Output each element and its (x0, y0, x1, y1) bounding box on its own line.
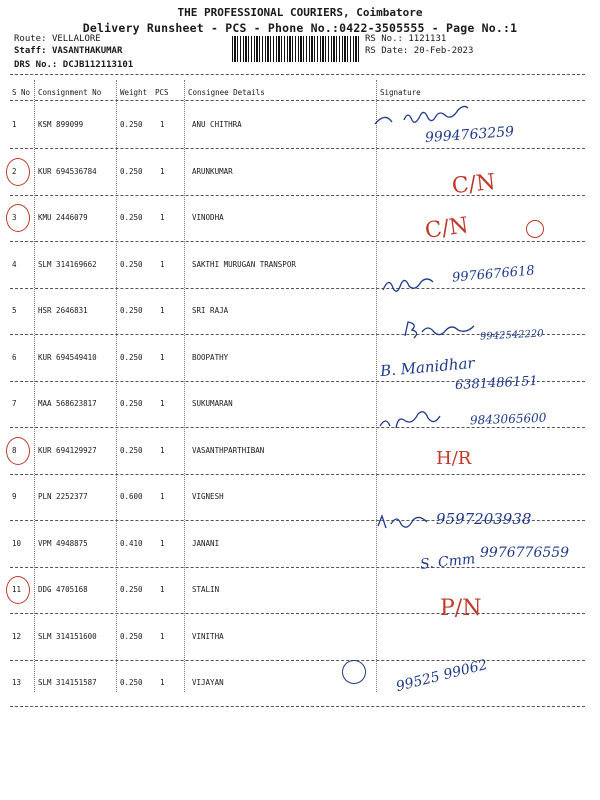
row-sno: 2 (12, 167, 17, 176)
col-header-signature: Signature (380, 88, 421, 97)
row-weight: 0.250 (120, 213, 143, 222)
handwritten-mark (342, 660, 366, 684)
column-divider (34, 80, 35, 692)
runsheet-title: Delivery Runsheet - PCS - Phone No.:0422-3505555 - Page No.:1 (82, 21, 518, 35)
row-consignment-no: KUR 694549410 (38, 353, 97, 362)
staff-value: VASANTHAKUMAR (51, 46, 123, 56)
rs-no-label: RS No.: (365, 34, 403, 44)
top-divider (10, 74, 585, 75)
handwritten-phone: 9843065600 (469, 410, 547, 428)
row-divider (10, 288, 585, 289)
row-circle-mark (6, 158, 30, 186)
row-divider (10, 567, 585, 568)
row-pcs: 1 (160, 539, 165, 548)
route-line (14, 34, 101, 44)
row-pcs: 1 (160, 213, 165, 222)
row-consignee: VINITHA (192, 632, 224, 641)
col-header-details: Consignee Details (188, 88, 265, 97)
handwritten-name: B. Manidhar (379, 353, 476, 381)
row-consignment-no: KUR 694536784 (38, 167, 97, 176)
signature-scribble (376, 408, 466, 432)
row-consignment-no: KSM 899099 (38, 120, 84, 129)
handwritten-phone: 6381486151 (454, 373, 539, 394)
drs-value: DCJB112113101 (62, 60, 134, 70)
route-value: VELLALORE (51, 34, 101, 44)
column-divider (116, 80, 117, 692)
row-weight: 0.250 (120, 260, 143, 269)
row-weight: 0.250 (120, 446, 143, 455)
row-weight: 0.250 (120, 632, 143, 641)
handwritten-phone: 9597203938 (436, 510, 532, 528)
row-weight: 0.250 (120, 678, 143, 687)
staff-label: Staff: (14, 46, 47, 56)
row-pcs: 1 (160, 399, 165, 408)
row-weight: 0.250 (120, 585, 143, 594)
header-divider (10, 100, 585, 101)
row-pcs: 1 (160, 492, 165, 501)
row-pcs: 1 (160, 585, 165, 594)
row-weight: 0.410 (120, 539, 143, 548)
handwritten-note: C/N (423, 213, 471, 244)
row-consignment-no: SLM 314151600 (38, 632, 97, 641)
row-consignee: VASANTHPARTHIBAN (192, 446, 265, 455)
row-consignment-no: PLN 2252377 (38, 492, 88, 501)
rs-date-line (365, 46, 473, 56)
column-divider (376, 80, 377, 692)
row-sno: 12 (12, 632, 22, 641)
row-divider (10, 613, 585, 614)
row-sno: 11 (12, 585, 22, 594)
row-sno: 8 (12, 446, 17, 455)
rs-date-label: RS Date: (365, 46, 409, 56)
row-weight: 0.600 (120, 492, 143, 501)
barcode (232, 36, 360, 62)
handwritten-note: C/N (450, 169, 497, 200)
row-sno: 5 (12, 306, 17, 315)
row-divider (10, 660, 585, 661)
row-pcs: 1 (160, 632, 165, 641)
handwritten-phone: 9976676618 (451, 263, 536, 286)
row-circle-mark (6, 576, 30, 604)
row-divider (10, 706, 585, 707)
row-weight: 0.250 (120, 353, 143, 362)
row-pcs: 1 (160, 306, 165, 315)
row-sno: 3 (12, 213, 17, 222)
row-sno: 4 (12, 260, 17, 269)
row-pcs: 1 (160, 446, 165, 455)
row-circle-mark (6, 204, 30, 232)
signature-scribble (380, 272, 450, 296)
handwritten-phone: 99525 99062 (394, 656, 490, 696)
row-weight: 0.250 (120, 167, 143, 176)
handwritten-mark (526, 220, 544, 238)
staff-line (14, 46, 122, 56)
row-consignment-no: SLM 314151587 (38, 678, 97, 687)
handwritten-phone: 9942542220 (479, 328, 544, 343)
row-consignment-no: MAA 568623817 (38, 399, 97, 408)
row-consignee: SUKUMARAN (192, 399, 233, 408)
row-pcs: 1 (160, 260, 165, 269)
rs-no-line (365, 34, 446, 44)
row-divider (10, 474, 585, 475)
row-consignment-no: KUR 694129927 (38, 446, 97, 455)
row-consignment-no: HSR 2646831 (38, 306, 88, 315)
handwritten-name: S. Cmm (419, 551, 476, 573)
row-sno: 6 (12, 353, 17, 362)
company-header: THE PROFESSIONAL COURIERS, Coimbatore (177, 6, 423, 19)
row-consignment-no: VPM 4948875 (38, 539, 88, 548)
row-divider (10, 148, 585, 149)
row-consignment-no: KMU 2446079 (38, 213, 88, 222)
row-consignee: SAKTHI MURUGAN TRANSPOR (192, 260, 296, 269)
row-weight: 0.250 (120, 306, 143, 315)
col-header-pcs: PCS (155, 88, 169, 97)
row-divider (10, 427, 585, 428)
col-header-weight: Weight (120, 88, 148, 97)
handwritten-note: P/N (440, 596, 482, 621)
handwritten-note: H/R (436, 448, 472, 469)
rs-no-value: 1121131 (408, 34, 447, 44)
handwritten-phone: 9976776559 (480, 545, 570, 561)
row-weight: 0.250 (120, 120, 143, 129)
row-sno: 9 (12, 492, 17, 501)
row-consignee: VIGNESH (192, 492, 224, 501)
drs-label: DRS No.: (14, 60, 58, 70)
rs-date-value: 20-Feb-2023 (413, 46, 474, 56)
row-pcs: 1 (160, 353, 165, 362)
row-divider (10, 241, 585, 242)
row-sno: 7 (12, 399, 17, 408)
row-pcs: 1 (160, 678, 165, 687)
signature-scribble (402, 320, 492, 340)
row-divider (10, 195, 585, 196)
row-consignee: VINODHA (192, 213, 224, 222)
row-sno: 10 (12, 539, 22, 548)
handwritten-phone: 9994763259 (424, 123, 515, 147)
row-consignee: BOOPATHY (192, 353, 229, 362)
drs-line (14, 60, 133, 70)
row-circle-mark (6, 437, 30, 465)
row-consignment-no: DDG 4705168 (38, 585, 88, 594)
signature-scribble (375, 510, 435, 532)
row-consignee: ANU CHITHRA (192, 120, 242, 129)
col-header-consignment: Consignment No (38, 88, 102, 97)
row-consignment-no: SLM 314169662 (38, 260, 97, 269)
row-consignee: VIJAYAN (192, 678, 224, 687)
row-consignee: ARUNKUMAR (192, 167, 233, 176)
row-weight: 0.250 (120, 399, 143, 408)
column-divider (184, 80, 185, 692)
col-header-sno: S No (12, 88, 31, 97)
row-sno: 13 (12, 678, 22, 687)
row-sno: 1 (12, 120, 17, 129)
row-consignee: SRI RAJA (192, 306, 229, 315)
row-consignee: STALIN (192, 585, 220, 594)
route-label: Route: (14, 34, 47, 44)
row-consignee: JANANI (192, 539, 220, 548)
row-pcs: 1 (160, 167, 165, 176)
row-pcs: 1 (160, 120, 165, 129)
